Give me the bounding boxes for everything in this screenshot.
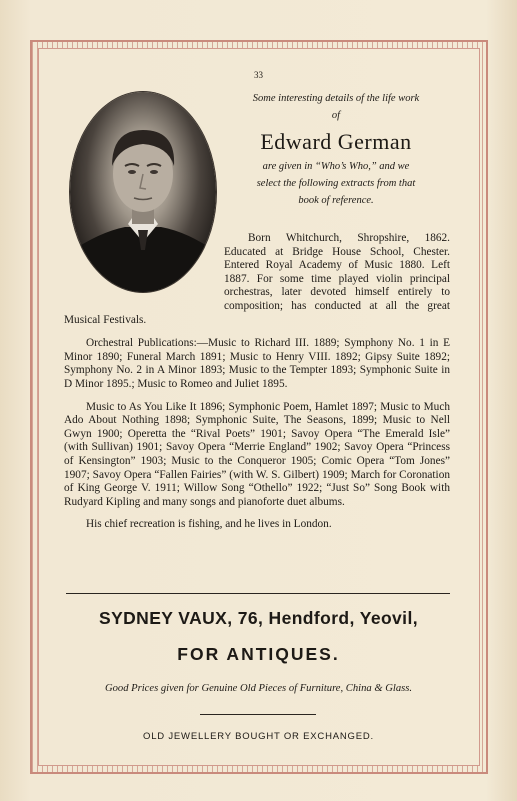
divider-rule: [66, 593, 450, 594]
intro-line-5: book of reference.: [298, 195, 374, 206]
intro-text: [218, 90, 454, 209]
advert-footer: OLD JEWELLERY BOUGHT OR EXCHANGED.: [143, 731, 374, 742]
bio-paragraph-3: Music to As You Like It 1896; Symphonic Poem, Hamlet 1897; Music to Much Ado About Nothing 1898; Symphonic Suite, The Seasons, 1899; Music to Nell Gwyn 1900; Operetta the “Rival Poets” 1901; Savoy Opera “The Emerald Isle” (with Sullivan) 1901; Savoy Opera “Merrie England” 1902; Savoy Opera “Princess of Kensington” 1903; Music to the Conqueror 1905; Comic Opera “Tom Jones” 1907; Savoy Opera “Fallen Fairies” (with W. S. Gilbert) 1909; March for Coronation of King George V. 1911; Willow Song “Othello” 1922; “Just So” Song Book with Rudyard Kipling and many songs and pianoforte duet albums.: [64, 400, 450, 508]
page-number: 33: [254, 70, 263, 80]
bio-paragraph-2: Orchestral Publications:—Music to Richard III. 1889; Symphony No. 1 in E Minor 1890; Funeral March 1891; Music to Henry VIII. 1892; Gipsy Suite 1892; Symphony No. 2 in A Minor 1893; Music to the Tempter 1893; Symphonic Suite in D Minor 1895.; Music to Romeo and Juliet 1895.: [64, 337, 450, 390]
short-divider-rule: [200, 714, 316, 715]
advert-headline: SYDNEY VAUX, 76, Hendford, Yeovil,: [99, 608, 418, 628]
advert-subheadline: FOR ANTIQUES.: [177, 644, 340, 664]
intro-line-4: select the following extracts from that: [256, 178, 416, 189]
portrait-wrap-spacer: [64, 232, 224, 300]
bio-paragraph-1: Born Whitchurch, Shropshire, 1862. Educated at Bridge House School, Chester. Entered Royal Academy of Music 1880. Left 1887. For some time played violin principal orchestras, later devoted himself entirely to composition; has conducted at all the great Musical Festivals.: [64, 232, 450, 326]
intro-line-1: Some interesting details of the life work: [252, 93, 420, 104]
advert-tagline: Good Prices given for Genuine Old Pieces of Furniture, China & Glass.: [104, 683, 413, 694]
intro-line-3: are given in “Who’s Who,” and we: [262, 161, 410, 172]
biography: [64, 232, 450, 541]
bio-paragraph-4: His chief recreation is fishing, and he lives in London.: [86, 518, 332, 531]
intro-line-2: of: [331, 110, 341, 121]
subject-name: Edward German: [260, 129, 412, 154]
